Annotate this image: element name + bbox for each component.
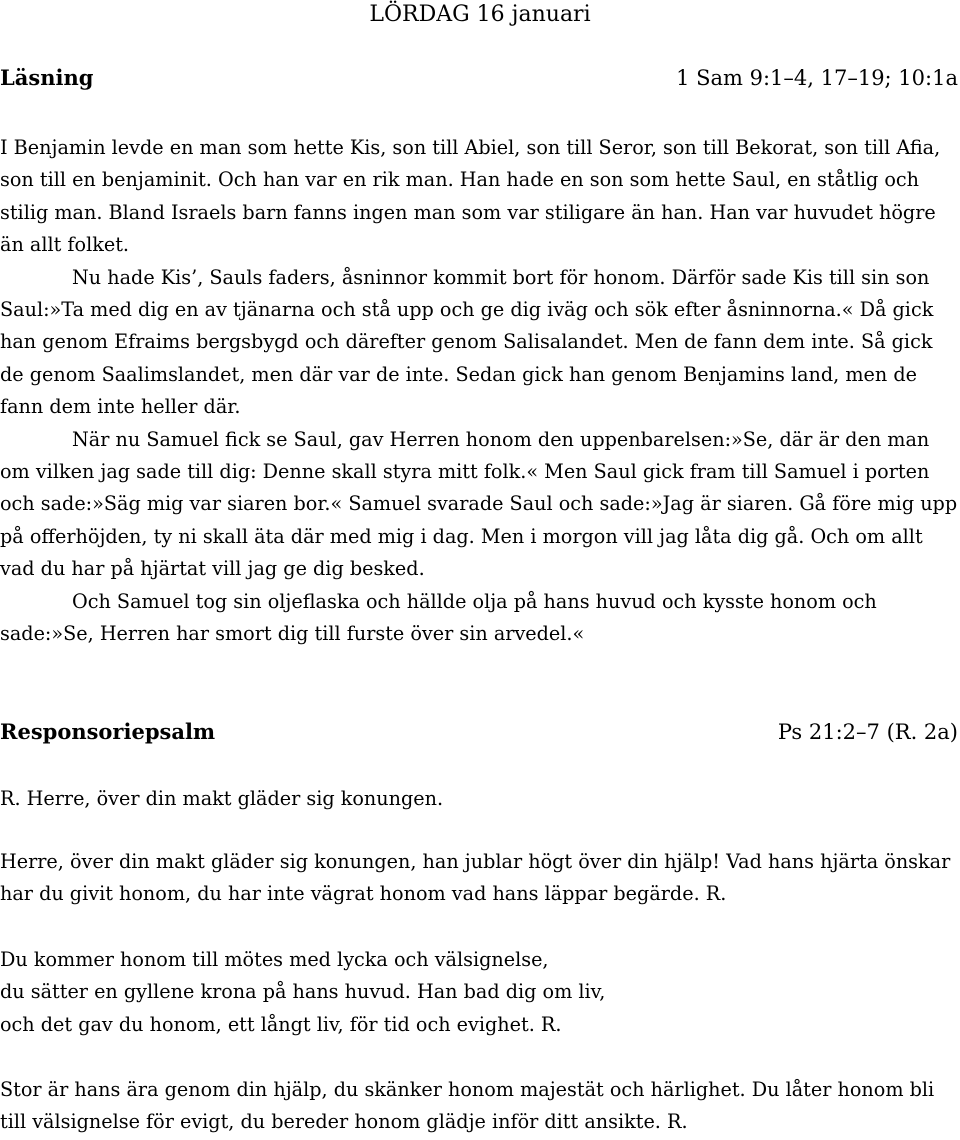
psalm-reference: Ps 21:2–7 (R. 2a)	[777, 720, 958, 744]
psalm-refrain	[0, 783, 958, 815]
psalm-heading: Responsoriepsalm	[0, 719, 216, 744]
reading-text	[0, 132, 958, 651]
psalm-verse-1	[0, 846, 958, 911]
reading-paragraph-3: När nu Samuel fick se Saul, gav Herren honom den uppenbarelsen:»Se, där är den man om vilken jag sade till dig: Denne skall styra mitt folk.« Men Saul gick fram till Samuel i porten och sade:»Säg mig var siaren bor.« Samuel svarade Saul och sade:»Jag är siaren. Gå före mig upp på offerhöjden, ty ni skall äta där med mig i dag. Men i morgon vill jag låta dig gå. Och om allt vad du har på hjärtat vill jag ge dig besked.	[0, 427, 958, 581]
verse-2-line: Du kommer honom till mötes med lycka och välsignelse,	[0, 948, 549, 971]
verse-2-line: och det gav du honom, ett långt liv, för tid och evighet. R.	[0, 1012, 562, 1036]
reading-paragraph-4: Och Samuel tog sin oljeflaska och hällde olja på hans huvud och kysste honom och sade:»Se, Herren har smort dig till furste över sin arvedel.«	[0, 589, 877, 646]
verse-1-text: Herre, över din makt gläder sig konungen, han jublar högt över din hjälp! Vad hans hjärta önskar har du givit honom, du har inte vägrat honom vad hans läppar begärde. R.	[0, 850, 951, 906]
reading-reference: 1 Sam 9:1–4, 17–19; 10:1a	[676, 66, 958, 90]
day-title: LÖRDAG 16 januari	[369, 2, 591, 27]
verse-3-text: Stor är hans ära genom din hjälp, du skänker honom majestät och härlighet. Du låter honom bli till välsignelse för evigt, du bereder honom glädje inför ditt ansikte. R.	[0, 1078, 935, 1134]
refrain-text: R. Herre, över din makt gläder sig konungen.	[0, 787, 444, 810]
psalm-verse-3	[0, 1074, 958, 1139]
reading-heading: Läsning	[0, 65, 94, 90]
reading-paragraph-2: Nu hade Kis’, Sauls faders, åsninnor kommit bort för honom. Därför sade Kis till sin son Saul:»Ta med dig en av tjänarna och stå upp och ge dig iväg och sök efter åsninnorna.« Då gick han genom Efraims bergsbygd och därefter genom Salisalandet. Men de fann dem inte. Så gick de genom Saalimslandet, men där var de inte. Sedan gick han genom Benjamins land, men de fann dem inte heller där.	[0, 265, 934, 419]
verse-2-line: du sätter en gyllene krona på hans huvud. Han bad dig om liv,	[0, 980, 606, 1004]
reading-paragraph-1: I Benjamin levde en man som hette Kis, son till Abiel, son till Seror, son till Bekorat, son till Afia, son till en benjaminit. Och han var en rik man. Han hade en son som hette Saul, en ståtlig och stilig man. Bland Israels barn fanns ingen man som var stiligare än han. Han var huvudet högre än allt folket.	[0, 136, 941, 257]
psalm-header	[0, 717, 958, 747]
reading-header	[0, 63, 958, 93]
psalm-verse-2	[0, 944, 958, 1041]
